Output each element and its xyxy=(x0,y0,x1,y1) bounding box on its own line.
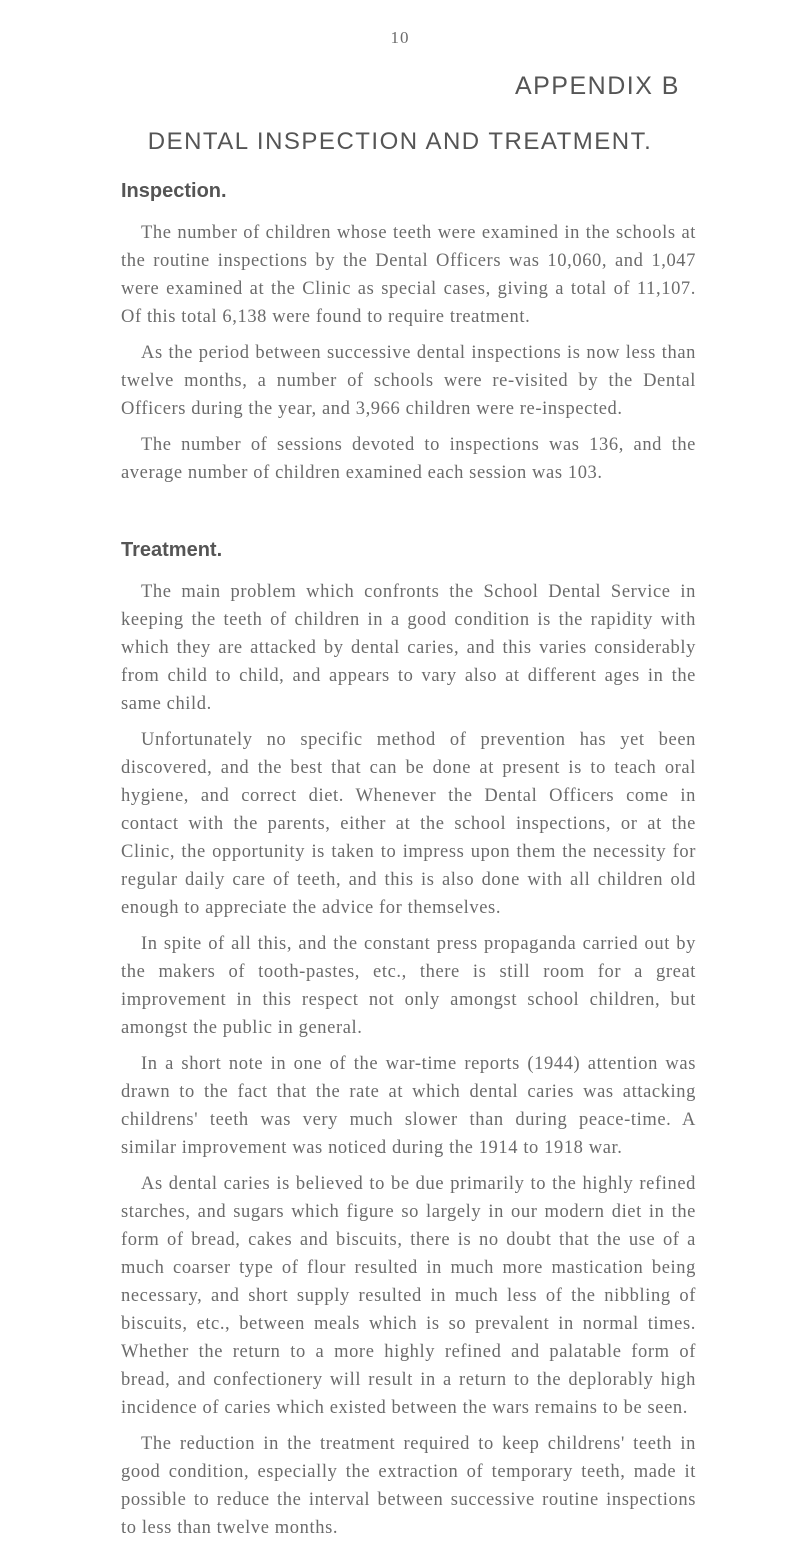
paragraph: The reduction in the treatment required to keep childrens' teeth in good condition, especially the extraction of temporary teeth, made it possible to reduce the interval between successive routine inspections to less than twelve months. xyxy=(121,1434,696,1538)
paragraph: The main problem which confronts the School Dental Service in keeping the teeth of children in a good condition is the rapidity with which they are attacked by dental caries, and this varies considerably from child to child, and appears to vary also at different ages in the same child. xyxy=(121,582,696,714)
paragraph: The number of children whose teeth were examined in the schools at the routine inspections by the Dental Officers was 10,060, and 1,047 were examined at the Clinic as special cases, giving a total of 11,107. Of this total 6,138 were found to require treatment. xyxy=(121,223,696,327)
treatment-section xyxy=(121,539,696,1542)
paragraph: The number of sessions devoted to inspections was 136, and the average number of children examined each session was 103. xyxy=(121,435,696,483)
inspection-section xyxy=(121,180,696,487)
paragraph: As the period between successive dental inspections is now less than twelve months, a number of schools were re-visited by the Dental Officers during the year, and 3,966 children were re-inspected. xyxy=(121,343,696,419)
inspection-heading: Inspection. xyxy=(121,180,227,202)
paragraph: In a short note in one of the war-time reports (1944) attention was drawn to the fact that the rate at which dental caries was attacking childrens' teeth was very much slower than during peace-time. A similar improvement was noticed during the 1914 to 1918 war. xyxy=(121,1054,696,1158)
appendix-label: APPENDIX B xyxy=(514,72,680,100)
page-number: 10 xyxy=(390,28,410,47)
paragraph: In spite of all this, and the constant press propaganda carried out by the makers of tooth-pastes, etc., there is still room for a great improvement in this respect not only amongst school children, but amongst the public in general. xyxy=(121,934,696,1038)
document-body xyxy=(121,180,696,1550)
paragraph: Unfortunately no specific method of prevention has yet been discovered, and the best that can be done at present is to teach oral hygiene, and correct diet. Whenever the Dental Officers come in contact with the parents, either at the school inspections, or at the Clinic, the opportunity is taken to impress upon them the necessity for regular daily care of teeth, and this is also done with all children old enough to appreciate the advice for themselves. xyxy=(121,730,696,918)
page-title: DENTAL INSPECTION AND TREATMENT. xyxy=(147,128,653,155)
paragraph: As dental caries is believed to be due primarily to the highly refined starches, and sugars which figure so largely in our modern diet in the form of bread, cakes and biscuits, there is no doubt that the use of a much coarser type of flour resulted in much more mastication being necessary, and short supply resulted in much less of the nibbling of biscuits, etc., between meals which is so prevalent in normal times. Whether the return to a more highly refined and palatable form of bread, and confectionery will result in a return to the deplorably high incidence of caries which existed between the wars remains to be seen. xyxy=(121,1174,696,1418)
treatment-heading: Treatment. xyxy=(121,539,223,561)
